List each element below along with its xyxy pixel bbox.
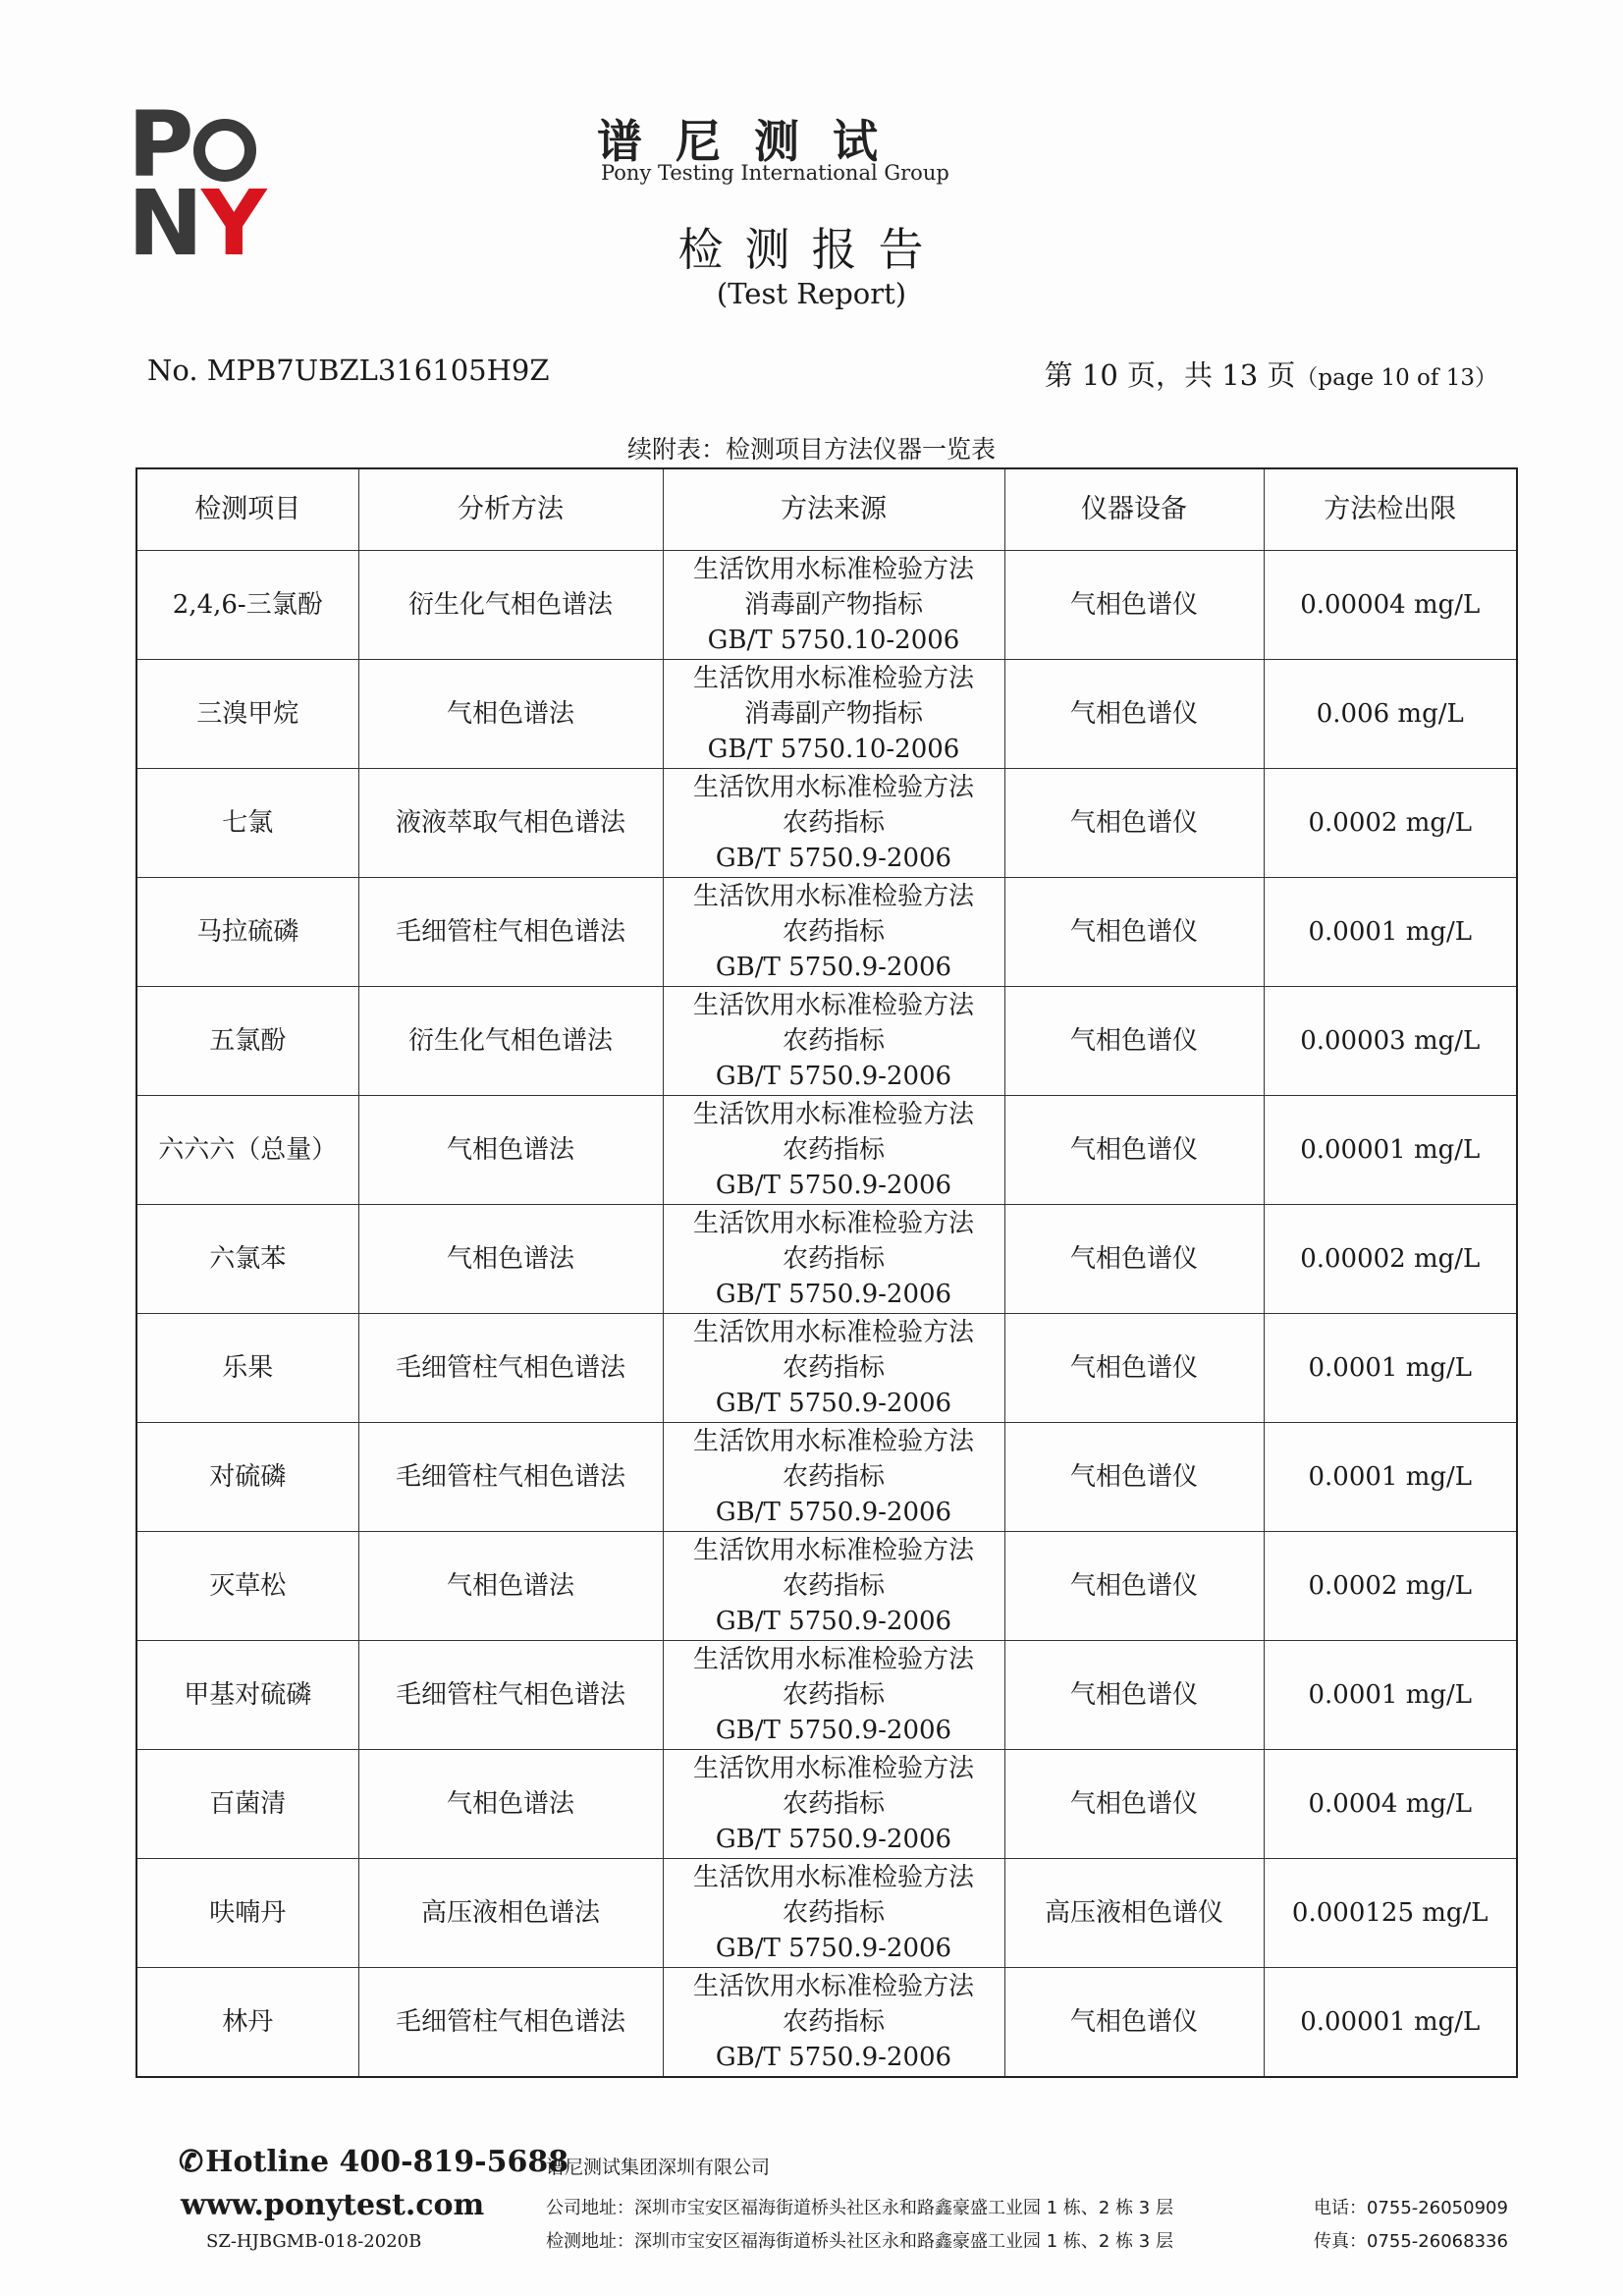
method-source-line: 生活饮用水标准检验方法: [692, 991, 974, 1020]
test-item-cell: 三溴甲烷: [136, 660, 358, 769]
column-header: 方法来源: [663, 468, 1004, 551]
logo-wordmark: PNY: [128, 92, 265, 276]
test-item-cell: 五氯酚: [136, 987, 358, 1096]
analysis-method-cell: 毛细管柱气相色谱法: [358, 1314, 663, 1423]
method-source-line: 农药指标: [782, 1244, 885, 1274]
method-source-line: GB/T 5750.9-2006: [715, 2043, 952, 2072]
report-number: No. MPB7UBZL316105H9Z: [147, 354, 550, 387]
analysis-method-cell: 衍生化气相色谱法: [358, 551, 663, 660]
method-source-line: 农药指标: [782, 1462, 885, 1492]
table-row: [136, 660, 1517, 769]
analysis-method-cell: 毛细管柱气相色谱法: [358, 878, 663, 987]
table-body: [136, 551, 1517, 2078]
hotline: ✆Hotline 400-819-5688: [179, 2145, 569, 2179]
method-source-line: 生活饮用水标准检验方法: [692, 1100, 974, 1129]
method-source-line: 农药指标: [782, 1898, 885, 1928]
method-source-line: 农药指标: [782, 917, 885, 947]
method-source-cell: [663, 1968, 1004, 2078]
method-source-cell: [663, 769, 1004, 878]
company-name-en: Pony Testing International Group: [601, 161, 949, 185]
detection-limit-cell: 0.000125 mg/L: [1264, 1859, 1517, 1968]
method-source-cell: [663, 1750, 1004, 1859]
column-header: 仪器设备: [1004, 468, 1264, 551]
instrument-cell: 气相色谱仪: [1004, 1532, 1264, 1641]
column-header: 分析方法: [358, 468, 663, 551]
instrument-cell: 气相色谱仪: [1004, 551, 1264, 660]
table-row: [136, 878, 1517, 987]
method-source-line: 生活饮用水标准检验方法: [692, 1427, 974, 1456]
table-header-row: [136, 468, 1517, 551]
detection-limit-cell: 0.00004 mg/L: [1264, 551, 1517, 660]
form-code: SZ-HJBGMB-018-2020B: [206, 2231, 422, 2252]
method-source-line: GB/T 5750.9-2006: [715, 1716, 952, 1745]
detection-limit-cell: 0.0002 mg/L: [1264, 1532, 1517, 1641]
method-source-line: 农药指标: [782, 1353, 885, 1383]
test-item-cell: 灭草松: [136, 1532, 358, 1641]
table-row: [136, 1205, 1517, 1314]
table-row: [136, 1641, 1517, 1750]
detection-limit-cell: 0.00003 mg/L: [1264, 987, 1517, 1096]
instrument-cell: 气相色谱仪: [1004, 1641, 1264, 1750]
method-source-cell: [663, 878, 1004, 987]
method-source-cell: [663, 551, 1004, 660]
method-source-line: 生活饮用水标准检验方法: [692, 1972, 974, 2001]
method-source-line: GB/T 5750.9-2006: [715, 1171, 952, 1200]
table-row: [136, 987, 1517, 1096]
test-item-cell: 马拉硫磷: [136, 878, 358, 987]
table-row: [136, 551, 1517, 660]
instrument-cell: 气相色谱仪: [1004, 769, 1264, 878]
detection-limit-cell: 0.0001 mg/L: [1264, 878, 1517, 987]
instrument-cell: 气相色谱仪: [1004, 1205, 1264, 1314]
test-item-cell: 百菌清: [136, 1750, 358, 1859]
method-source-cell: [663, 1096, 1004, 1205]
table-row: [136, 1096, 1517, 1205]
instrument-cell: 气相色谱仪: [1004, 987, 1264, 1096]
method-source-line: 农药指标: [782, 2007, 885, 2037]
method-source-line: 农药指标: [782, 1135, 885, 1165]
instrument-cell: 气相色谱仪: [1004, 1096, 1264, 1205]
method-source-line: 农药指标: [782, 1680, 885, 1710]
detection-limit-cell: 0.00001 mg/L: [1264, 1968, 1517, 2078]
method-source-line: GB/T 5750.9-2006: [715, 1825, 952, 1854]
detection-limit-cell: 0.00002 mg/L: [1264, 1205, 1517, 1314]
table-caption: 续附表：检测项目方法仪器一览表: [626, 435, 996, 464]
method-source-cell: [663, 1641, 1004, 1750]
table-row: [136, 1423, 1517, 1532]
method-source-cell: [663, 1314, 1004, 1423]
page-indicator: 第 10 页，共 13 页（page 10 of 13）: [1044, 358, 1497, 392]
detection-limit-cell: 0.00001 mg/L: [1264, 1096, 1517, 1205]
table-row: [136, 1859, 1517, 1968]
testing-address: 检测地址：深圳市宝安区福海街道桥头社区永和路鑫豪盛工业园 1 栋、2 栋 3 层: [546, 2231, 1173, 2252]
detection-limit-cell: 0.006 mg/L: [1264, 660, 1517, 769]
detection-limit-cell: 0.0001 mg/L: [1264, 1314, 1517, 1423]
instrument-cell: 气相色谱仪: [1004, 660, 1264, 769]
analysis-method-cell: 毛细管柱气相色谱法: [358, 1423, 663, 1532]
test-item-cell: 甲基对硫磷: [136, 1641, 358, 1750]
method-source-line: 生活饮用水标准检验方法: [692, 1645, 974, 1674]
analysis-method-cell: 气相色谱法: [358, 1532, 663, 1641]
test-item-cell: 乐果: [136, 1314, 358, 1423]
analysis-method-cell: 衍生化气相色谱法: [358, 987, 663, 1096]
table-row: [136, 1750, 1517, 1859]
test-item-cell: 六氯苯: [136, 1205, 358, 1314]
report-title-en: (Test Report): [716, 277, 907, 310]
method-source-line: 生活饮用水标准检验方法: [692, 1536, 974, 1565]
test-item-cell: 2,4,6-三氯酚: [136, 551, 358, 660]
footer-company-name: 谱尼测试集团深圳有限公司: [546, 2157, 771, 2178]
method-source-cell: [663, 1423, 1004, 1532]
instrument-cell: 高压液相色谱仪: [1004, 1859, 1264, 1968]
analysis-method-cell: 气相色谱法: [358, 1750, 663, 1859]
method-source-cell: [663, 1859, 1004, 1968]
method-source-cell: [663, 660, 1004, 769]
method-source-line: 农药指标: [782, 1789, 885, 1819]
analysis-method-cell: 液液萃取气相色谱法: [358, 769, 663, 878]
company-address: 公司地址：深圳市宝安区福海街道桥头社区永和路鑫豪盛工业园 1 栋、2 栋 3 层: [546, 2198, 1173, 2218]
instrument-cell: 气相色谱仪: [1004, 1750, 1264, 1859]
column-header: 方法检出限: [1264, 468, 1517, 551]
table-row: [136, 1532, 1517, 1641]
fax: 传真：0755-26068336: [1314, 2231, 1508, 2252]
method-source-line: 生活饮用水标准检验方法: [692, 1863, 974, 1892]
method-source-line: GB/T 5750.9-2006: [715, 1389, 952, 1418]
instrument-cell: 气相色谱仪: [1004, 1968, 1264, 2078]
method-source-line: GB/T 5750.9-2006: [715, 953, 952, 982]
method-source-cell: [663, 1205, 1004, 1314]
analysis-method-cell: 气相色谱法: [358, 1205, 663, 1314]
analysis-method-cell: 气相色谱法: [358, 660, 663, 769]
method-source-line: GB/T 5750.10-2006: [707, 735, 960, 764]
instrument-cell: 气相色谱仪: [1004, 878, 1264, 987]
website-link[interactable]: www.ponytest.com: [181, 2188, 485, 2222]
method-source-line: GB/T 5750.9-2006: [715, 844, 952, 873]
method-source-line: GB/T 5750.10-2006: [707, 626, 960, 655]
method-source-line: 生活饮用水标准检验方法: [692, 1209, 974, 1238]
telephone: 电话：0755-26050909: [1314, 2198, 1508, 2218]
detection-limit-cell: 0.0001 mg/L: [1264, 1641, 1517, 1750]
method-source-line: 消毒副产物指标: [743, 699, 923, 729]
analysis-method-cell: 气相色谱法: [358, 1096, 663, 1205]
method-source-line: 生活饮用水标准检验方法: [692, 882, 974, 911]
table-row: [136, 769, 1517, 878]
method-source-line: 农药指标: [782, 808, 885, 838]
method-source-line: 生活饮用水标准检验方法: [692, 1318, 974, 1347]
test-item-cell: 六六六（总量）: [136, 1096, 358, 1205]
detection-limit-cell: 0.0002 mg/L: [1264, 769, 1517, 878]
table-row: [136, 1314, 1517, 1423]
method-source-cell: [663, 1532, 1004, 1641]
table-row: [136, 1968, 1517, 2078]
phone-icon: ✆: [179, 2145, 204, 2179]
method-source-line: GB/T 5750.9-2006: [715, 1498, 952, 1527]
method-source-line: GB/T 5750.9-2006: [715, 1062, 952, 1091]
analysis-method-cell: 高压液相色谱法: [358, 1859, 663, 1968]
method-source-line: 农药指标: [782, 1026, 885, 1056]
method-source-cell: [663, 987, 1004, 1096]
column-header: 检测项目: [136, 468, 358, 551]
test-item-cell: 对硫磷: [136, 1423, 358, 1532]
method-source-line: 生活饮用水标准检验方法: [692, 555, 974, 584]
method-source-line: 消毒副产物指标: [743, 590, 923, 620]
method-source-line: GB/T 5750.9-2006: [715, 1934, 952, 1963]
instrument-cell: 气相色谱仪: [1004, 1423, 1264, 1532]
method-source-line: 生活饮用水标准检验方法: [692, 773, 974, 802]
method-source-line: 生活饮用水标准检验方法: [692, 664, 974, 693]
method-source-line: 生活饮用水标准检验方法: [692, 1754, 974, 1783]
test-item-cell: 呋喃丹: [136, 1859, 358, 1968]
analysis-method-cell: 毛细管柱气相色谱法: [358, 1641, 663, 1750]
test-item-cell: 七氯: [136, 769, 358, 878]
method-source-line: GB/T 5750.9-2006: [715, 1280, 952, 1309]
test-item-cell: 林丹: [136, 1968, 358, 2078]
detection-limit-cell: 0.0001 mg/L: [1264, 1423, 1517, 1532]
report-title-cn: 检测报告: [677, 223, 946, 276]
instrument-cell: 气相色谱仪: [1004, 1314, 1264, 1423]
method-source-line: 农药指标: [782, 1571, 885, 1601]
company-name-cn: 谱尼测试: [597, 115, 911, 168]
analysis-method-cell: 毛细管柱气相色谱法: [358, 1968, 663, 2078]
detection-limit-cell: 0.0004 mg/L: [1264, 1750, 1517, 1859]
method-instrument-table: [135, 467, 1518, 2078]
method-source-line: GB/T 5750.9-2006: [715, 1607, 952, 1636]
